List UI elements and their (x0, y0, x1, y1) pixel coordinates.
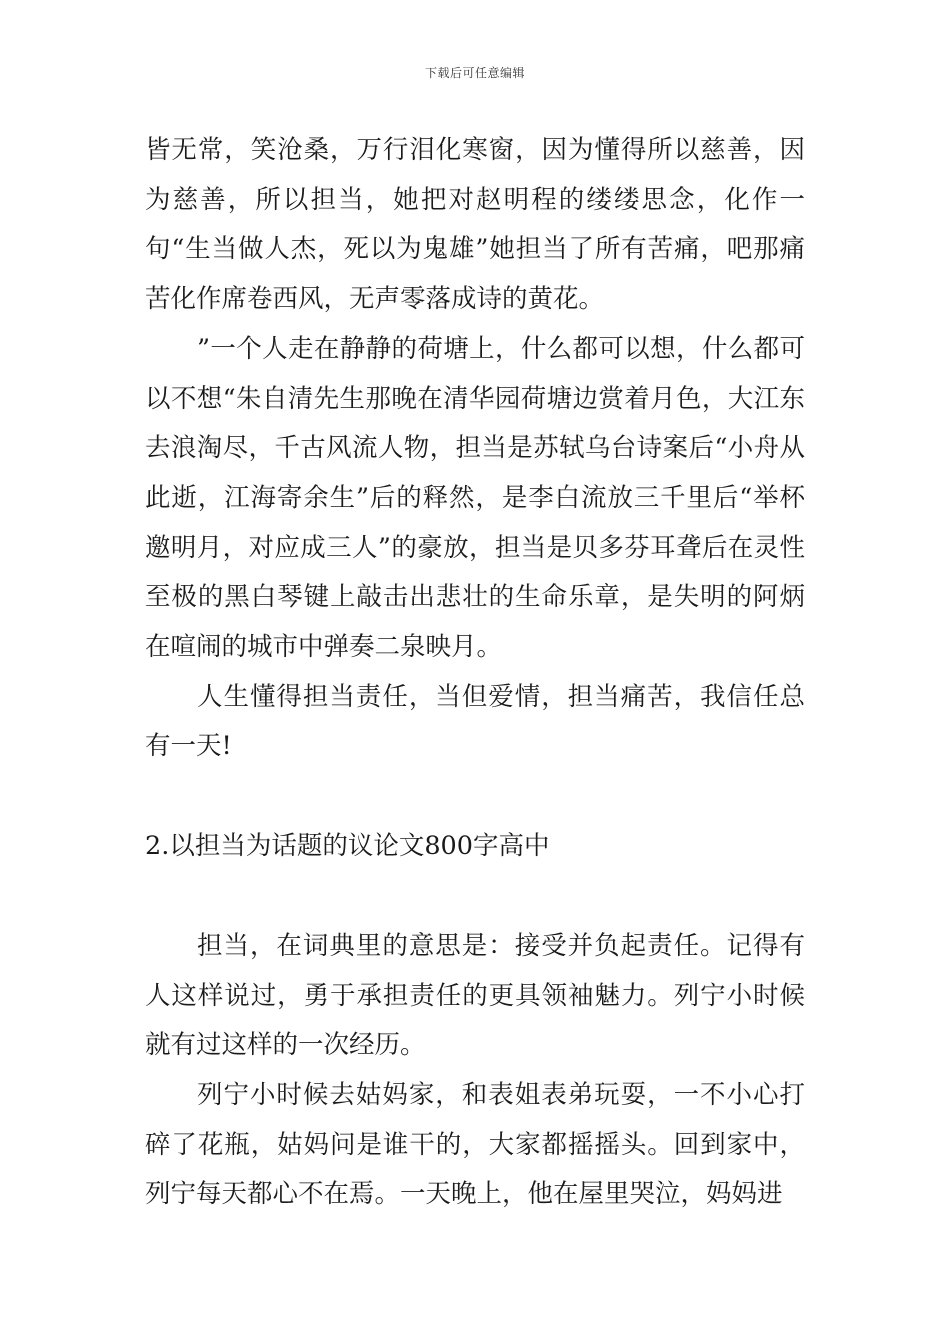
paragraph-3: 人生懂得担当责任，当但爱情，担当痛苦，我信任总有一天! (145, 681, 805, 762)
paragraph-2: ”一个人走在静静的荷塘上，什么都可以想，什么都可以不想“朱自清先生那晚在清华园荷塘边赏着月色，大江东去浪淘尽，千古风流人物，担当是苏轼乌台诗案后“小舟从此逝，江海寄余生”后的释然，是李白流放三千里后“举杯邀明月，对应成三人”的豪放，担当是贝多芬耳聋后在灵性至极的黑白琴键上敲击出悲壮的生命乐章，是失明的阿炳在喧闹的城市中弹奏二泉映月。 (145, 333, 805, 663)
paragraph-5: 列宁小时候去姑妈家，和表姐表弟玩耍，一不小心打碎了花瓶，姑妈问是谁干的，大家都摇摇头。回到家中，列宁每天都心不在焉。一天晚上，他在屋里哭泣，妈妈进 (145, 1079, 805, 1210)
spacer (145, 772, 805, 822)
document-body (145, 126, 805, 1220)
paragraph-1: 皆无常，笑沧桑，万行泪化寒窗，因为懂得所以慈善，因为慈善，所以担当，她把对赵明程的缕缕思念，化作一句“生当做人杰，死以为鬼雄”她担当了所有苦痛，吧那痛苦化作席卷西风，无声零落成诗的黄花。 (145, 135, 805, 315)
section-heading: 2.以担当为话题的议论文800字高中 (145, 831, 550, 862)
paragraph-4: 担当，在词典里的意思是：接受并负起责任。记得有人这样说过，勇于承担责任的更具领袖魅力。列宁小时候就有过这样的一次经历。 (145, 930, 805, 1061)
page-header: 下载后可任意编辑 (424, 66, 525, 80)
spacer (145, 872, 805, 922)
